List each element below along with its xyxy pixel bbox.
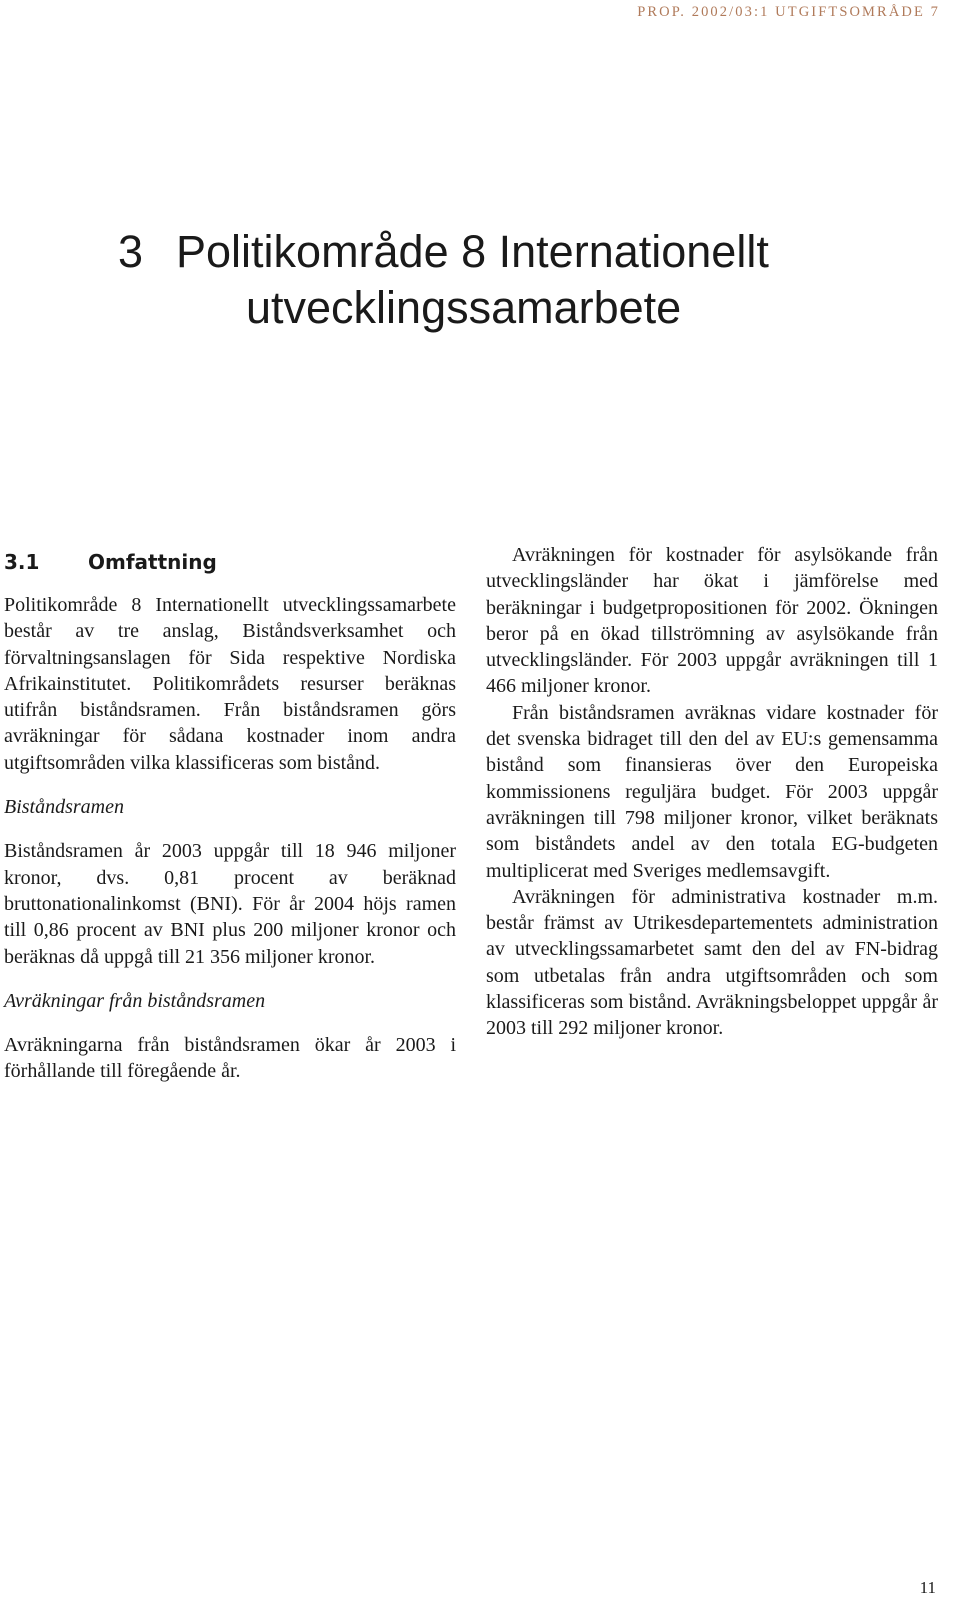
bistandsramen-paragraph: Biståndsramen år 2003 uppgår till 18 946 miljoner kronor, dvs. 0,81 procent av beräknad bruttonationalinkomst (BNI). För år 2004 höjs ramen till 0,86 procent av BNI plus 200 miljoner kronor och beräknas då uppgå till 21 356 miljoner kronor. bbox=[4, 840, 456, 968]
section-heading bbox=[4, 549, 217, 575]
left-column bbox=[4, 592, 456, 1085]
page-number: 11 bbox=[919, 1578, 936, 1597]
chapter-title bbox=[118, 224, 769, 336]
chapter-title-line2: utvecklingssamarbete bbox=[246, 282, 682, 333]
intro-paragraph: Politikområde 8 Internationellt utvecklingssamarbete består av tre anslag, Biståndsverksamhet och förvaltningsanslagen för Sida respektive Nordiska Afrikainstitutet. Politikområdets resurser beräknas utifrån biståndsramen. Från biståndsramen görs avräkningar för sådana kostnader inom andra utgiftsområden vilka klassificeras som bistånd. bbox=[4, 594, 456, 774]
subheading-avrakningar: Avräkningar från biståndsramen bbox=[4, 989, 266, 1012]
running-header: PROP. 2002/03:1 UTGIFTSOMRÅDE 7 bbox=[637, 4, 940, 20]
right-column bbox=[486, 542, 938, 1042]
eu-contribution-paragraph: Från biståndsramen avräknas vidare kostnader för det svenska bidraget till den del av EU:s gemensamma bistånd som finansieras över den Europeiska kommissionens reguljära budget. För 2003 uppgår avräkningen till 798 miljoner kronor, vilket beräknats som biståndets andel av den totala EG-budgeten multiplicerat med Sveriges medlemsavgift. bbox=[486, 701, 938, 882]
chapter-title-line1: Politikområde 8 Internationellt bbox=[176, 226, 769, 277]
administrative-costs-paragraph: Avräkningen för administrativa kostnader m.m. består främst av Utrikesdepartementets administration av utvecklingssamarbetet samt den del av FN-bidrag som utbetalas från andra utgiftsområden och som klassificeras som bistånd. Avräkningsbeloppet uppgår år 2003 till 292 miljoner kronor. bbox=[486, 885, 938, 1040]
section-title: Omfattning bbox=[88, 550, 217, 574]
section-number: 3.1 bbox=[4, 550, 40, 574]
avrakningar-paragraph: Avräkningarna från biståndsramen ökar år 2003 i förhållande till föregående år. bbox=[4, 1034, 456, 1083]
subheading-bistandsramen: Biståndsramen bbox=[4, 796, 124, 819]
asylum-paragraph: Avräkningen för kostnader för asylsökande från utvecklingsländer har ökat i jämförelse med beräkningar i budgetpropositionen för 2002. Ökningen beror på en ökad tillströmning av asylsökande från utvecklingsländer. För 2003 uppgår avräkningen till 1 466 miljoner kronor. bbox=[486, 544, 938, 698]
chapter-number: 3 bbox=[118, 226, 144, 277]
